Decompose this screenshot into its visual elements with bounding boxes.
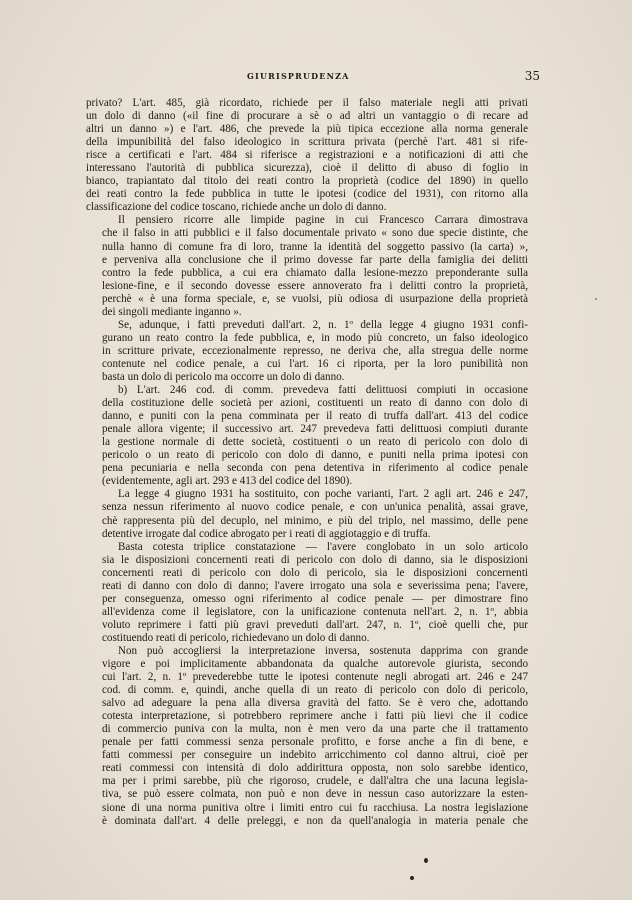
text-line: detentive irrogate dal codice abrogato per i reati di aggiotaggio e di truffa. (102, 527, 431, 540)
text-line: basta un dolo di pericolo ma occorre un dolo di danno. (102, 370, 345, 383)
text-line: vigore e poi implicitamente abbandonata da qualche autorevole giurista, secondo (102, 658, 528, 671)
text-line: pericolo o un reato di pericolo con dolo di danno, e puniti nella prima ipotesi con (102, 449, 528, 462)
text-line: che il falso in atti pubblici e il falso documentale privato « sono due specie distinte, che (102, 227, 528, 240)
text-line: all'evidenza come il legislatore, con la unificazione contenuta nell'art. 2, n. 1º, abbia (102, 605, 528, 618)
running-head-title: GIURISPRUDENZA (247, 71, 350, 81)
paragraph (86, 645, 528, 828)
text-line: tiva, se può essere colmata, non può e non deve in nessun caso autorizzare la esten- (102, 788, 528, 801)
text-line: e perveniva alla conclusione che il primo dovesse far parte della famiglia dei delitti (102, 253, 528, 266)
text-line: dei reati contro la fede pubblica in tutte le ipotesi (codice del 1931), con ritorno alla (86, 188, 528, 201)
text-line: sione di una norma punitiva oltre i limiti entro cui fu racchiusa. La nostra legislazione (102, 801, 528, 814)
text-line: (evidentemente, agli art. 293 e 413 del codice del 1890). (102, 475, 353, 488)
text-line: perchè « è una forma speciale, e, se vuolsi, più odiosa di usurpazione della proprietà (102, 292, 528, 305)
text-line: contenute nel codice penale, a cui l'art. 16 ci riporta, per la loro punibilità non (102, 357, 528, 370)
ink-speck (410, 876, 414, 880)
text-line: contro la fede pubblica, a cui era chiamato dalla lesione-mezzo preponderante sulla (102, 266, 528, 279)
text-line: della impunibilità del falso ideologico in scrittura privata (perchè l'art. 481 si rife- (86, 136, 528, 149)
text-line: in scritture private, eccezionalmente represso, ne deriva che, alla stregua delle norme (102, 344, 528, 357)
text-line: risce a certificati e l'art. 484 si riferisce a registrazioni e a notificazioni di atti che (86, 149, 528, 162)
text-line: privato? L'art. 485, già ricordato, richiede per il falso materiale negli atti privati (86, 97, 528, 109)
text-line: penale allora vigente; il successivo art. 247 prevedeva fatti delittuosi compiuti durante (102, 423, 528, 436)
paragraph (86, 214, 528, 318)
paragraph (86, 488, 528, 540)
text-line: per conseguenza, omesso ogni riferimento al codice penale — per dimostrare fino (102, 592, 528, 605)
running-head (86, 71, 540, 85)
text-line: la gestione normale di dette società, costituenti o un reato di pericolo con dolo di (102, 436, 528, 449)
text-line: concernenti reati di pericolo con dolo di pericolo, sia le disposizioni concernenti (102, 566, 528, 579)
text-line: è dominata dall'art. 4 delle preleggi, e non da quell'analogia in materia penale che (102, 814, 528, 827)
text-line: Se, adunque, i fatti preveduti dall'art. 2, n. 1º della legge 4 giugno 1931 confi- (118, 318, 528, 331)
text-line: Non può accogliersi la interpretazione inversa, sostenuta dapprima con grande (118, 644, 528, 657)
text-line: sia le disposizioni concernenti reati di pericolo con dolo di danno, sia le disposizioni (102, 553, 528, 566)
page-number: 35 (524, 69, 540, 83)
text-line: bianco, trapiantato dal titolo dei reati contro la proprietà (codice del 1890) in quello (86, 175, 528, 188)
text-line: La legge 4 giugno 1931 ha sostituito, con poche varianti, l'art. 2 agli art. 246 e 247, (118, 488, 528, 501)
paragraph (86, 384, 528, 488)
text-line: cotesta interpretazione, si potrebbero reprimere anche i fatti più lievi che il codice (102, 710, 528, 723)
text-line: della costituzione delle società per azioni, costituenti un reato di danno con dolo di (102, 397, 528, 410)
text-line: Basta cotesta triplice constatazione — l'avere conglobato in un solo articolo (118, 540, 528, 553)
body-text (86, 97, 528, 828)
text-line: altri un danno ») e l'art. 486, che prevede la più tipica eccezione alla norma generale (86, 123, 528, 136)
text-line: b) L'art. 246 cod. di comm. prevedeva fatti delittuosi compiuti in occasione (118, 384, 528, 397)
text-line: gurano un reato contro la fede pubblica, e, in modo più concreto, un falso ideologico (102, 331, 528, 344)
text-line: lesione-fine, e il secondo dovesse essere annoverato fra i delitti contro la proprietà, (102, 279, 528, 292)
text-line: ma per i primi sarebbe, più che rigoroso, crudele, e dall'altra che una lacuna legisla- (102, 775, 528, 788)
text-line: nulla hanno di comune fra di loro, tranne la identità del soggetto passivo (la carta) », (102, 240, 528, 253)
text-line: senza nessun riferimento al nuovo codice penale, e con un'unica penalità, assai grave, (102, 501, 528, 514)
text-line: dei singoli mediante inganno ». (102, 305, 242, 318)
text-line: salvo ad adeguare la pena alla diversa gravità del fatto. Se è vero che, adottando (102, 697, 528, 710)
text-line: un dolo di danno («il fine di procurare a sè o ad altri un vantaggio o di recare ad (86, 110, 528, 123)
text-line: cod. di comm. e, quindi, anche quella di un reato di pericolo con dolo di pericolo, (102, 684, 528, 697)
text-line: pena pecuniaria e nella seconda con pena detentiva in riferimento al codice penale (102, 462, 528, 475)
text-line: penale per fatti commessi senza personale profitto, e forse anche a fin di bene, e (102, 736, 528, 749)
text-line: Il pensiero ricorre alle limpide pagine in cui Francesco Carrara dimostrava (118, 214, 528, 227)
text-line: chè rappresenta più del decuplo, nel minimo, e più del triplo, nel massimo, delle pene (102, 514, 528, 527)
paragraph (86, 541, 528, 645)
text-line: costituendo reati di pericolo, richiedevano un dolo di danno. (102, 631, 370, 644)
text-line: fatti commessi per conseguire un indebito arricchimento col danno altrui, cioè per (102, 749, 528, 762)
paragraph (86, 319, 528, 384)
text-line: di commercio puniva con la multa, non è men vero da una parte che il trattamento (102, 723, 528, 736)
ink-speck (424, 858, 428, 863)
text-line: voluto reprimere i fatti più gravi preveduti dall'art. 247, n. 1º, cioè quelli che, pur (102, 618, 528, 631)
paragraph (86, 97, 528, 214)
text-line: reati commessi con intensità di dolo addirittura opposta, non solo sarebbe identico, (102, 762, 528, 775)
text-line: interessano l'autorità di pubblica sicurezza), cioè il delitto di abuso di foglio in (86, 162, 528, 175)
ink-speck (595, 298, 597, 300)
text-line: cui l'art. 2, n. 1º prevederebbe tutte le ipotesi contenute negli abrogati art. 246 e 247 (102, 671, 528, 684)
text-line: danno, e puniti con la pena comminata per il reato di truffa dall'art. 413 del codice (102, 410, 528, 423)
text-line: reati di danno con dolo di danno; l'avere irrogato una sola e severissima pena; l'avere, (102, 579, 528, 592)
text-line: classificazione del codice toscano, richiede anche un dolo di danno. (86, 201, 387, 214)
